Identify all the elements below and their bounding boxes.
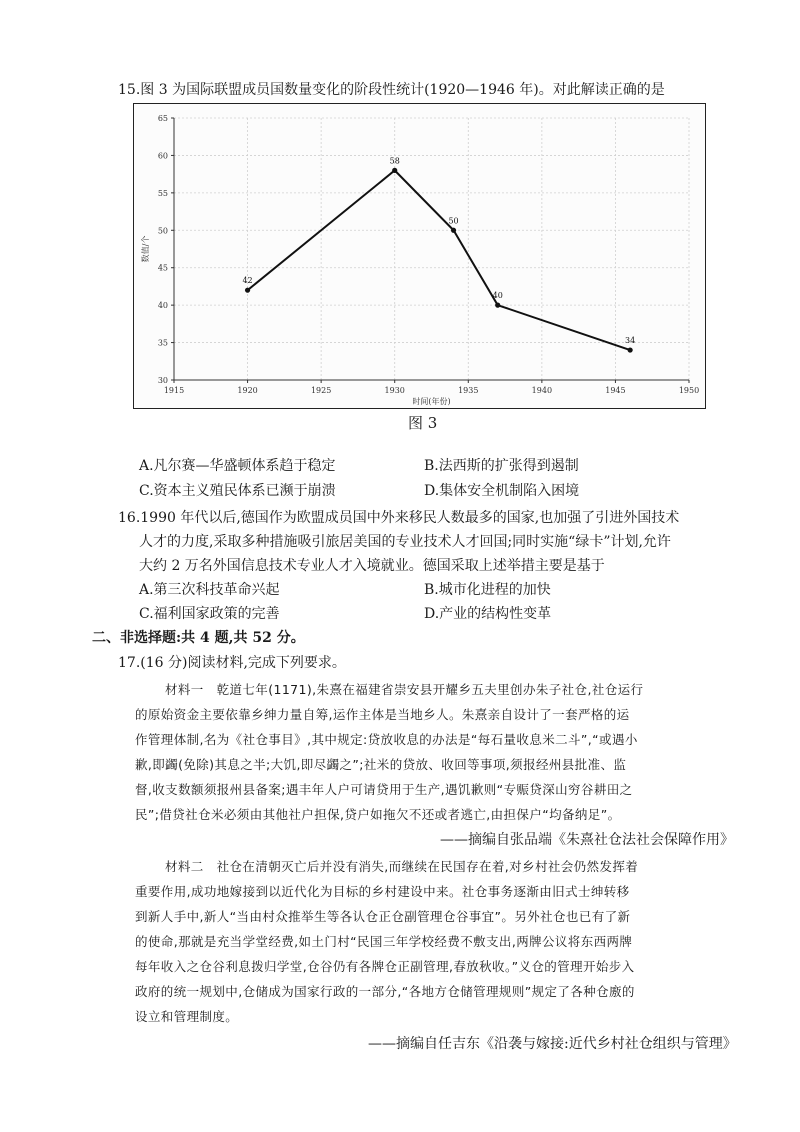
x-axis-label: 时间(年份) — [412, 397, 451, 406]
data-label: 40 — [492, 291, 503, 301]
figure-caption: 图 3 — [408, 414, 438, 432]
x-tick-label: 1930 — [384, 386, 405, 395]
x-tick-label: 1920 — [237, 386, 258, 395]
q15-option-c[interactable]: C.资本主义殖民体系已濒于崩溃 — [139, 483, 336, 499]
q16-option-b[interactable]: B.城市化进程的加快 — [424, 582, 551, 598]
y-tick-label: 40 — [157, 301, 168, 311]
data-point — [495, 303, 500, 308]
x-tick-label: 1950 — [678, 386, 700, 395]
data-label: 58 — [389, 156, 400, 166]
q16-option-a[interactable]: A.第三次科技革命兴起 — [139, 582, 280, 598]
material-1-line-6: 民”;借贷社仓米必须由其他社户担保,贷户如拖欠不还或者逃亡,由担保户“均备纳足”。 — [135, 807, 621, 822]
series-line — [248, 170, 631, 350]
question-17-stem: 17.(16 分)阅读材料,完成下列要求。 — [118, 655, 346, 671]
y-axis-label: 数值/个 — [141, 235, 150, 263]
line-chart — [134, 104, 704, 407]
q15-option-d[interactable]: D.集体安全机制陷入困境 — [424, 483, 580, 499]
q16-option-d[interactable]: D.产业的结构性变革 — [424, 606, 552, 622]
material-1-source: ——摘编自张品端《朱熹社仓法社会保障作用》 — [440, 832, 734, 848]
question-16-stem-line-1: 16.1990 年代以后,德国作为欧盟成员国中外来移民人数最多的国家,也加强了引进外国技术 — [118, 510, 680, 526]
section-2-heading: 二、非选择题:共 4 题,共 52 分。 — [92, 630, 305, 646]
y-tick-label: 45 — [157, 263, 168, 273]
material-1-line-2: 的原始资金主要依靠乡绅力量自筹,运作主体是当地乡人。朱熹亲自设计了一套严格的运 — [135, 707, 630, 722]
material-2-line-3: 到新人手中,新人“当由村众推举生等各认仓正仓副管理仓谷事宜”。另外社仓也已有了新 — [135, 909, 631, 924]
x-tick-label: 1925 — [310, 386, 332, 395]
material-2-line-2: 重要作用,成功地嫁接到以近代化为目标的乡村建设中来。社仓事务逐渐由旧式士绅转移 — [135, 884, 630, 899]
q15-option-a[interactable]: A.凡尔赛—华盛顿体系趋于稳定 — [139, 458, 336, 474]
material-2-line-6: 政府的统一规划中,仓储成为国家行政的一部分,“各地方仓储管理规则”规定了各种仓廒的 — [135, 984, 635, 999]
x-tick-label: 1940 — [531, 386, 553, 395]
data-point — [245, 288, 250, 293]
x-tick-label: 1915 — [163, 386, 185, 395]
data-label: 42 — [242, 276, 253, 286]
material-2-source: ——摘编自任吉东《沿袭与嫁接:近代乡村社仓组织与管理》 — [368, 1036, 737, 1052]
y-tick-label: 50 — [157, 226, 168, 236]
y-tick-label: 60 — [157, 151, 168, 161]
data-point — [628, 347, 633, 352]
figure-3-chart — [133, 103, 706, 409]
q16-option-c[interactable]: C.福利国家政策的完善 — [139, 606, 280, 622]
material-1-line-1: 材料一 乾道七年(1171),朱熹在福建省崇安县开耀乡五夫里创办朱子社仓,社仓运行 — [165, 682, 644, 697]
y-tick-label: 55 — [157, 188, 168, 198]
material-1-line-4: 歉,即蠲(免除)其息之半;大饥,即尽蠲之”;社米的贷放、收回等事项,须报经州县批准、监 — [135, 757, 627, 772]
material-2-line-7: 设立和管理制度。 — [135, 1009, 239, 1024]
material-2-line-5: 每年收入之仓谷利息拨归学堂,仓谷仍有各牌仓正副管理,春放秋收。”义仓的管理开始步入 — [135, 959, 635, 974]
question-16-stem-line-3: 大约 2 万名外国信息技术专业人才入境就业。德国采取上述举措主要是基于 — [139, 558, 605, 574]
material-2-line-1: 材料二 社仓在清朝灭亡后并没有消失,而继续在民国存在着,对乡村社会仍然发挥着 — [165, 859, 639, 874]
data-label: 50 — [448, 216, 459, 226]
x-tick-label: 1935 — [458, 386, 479, 395]
y-tick-label: 35 — [157, 338, 168, 348]
question-15-stem: 15.图 3 为国际联盟成员国数量变化的阶段性统计(1920—1946 年)。对此解读正确的是 — [118, 82, 665, 98]
data-label: 34 — [625, 336, 636, 346]
y-tick-label: 30 — [157, 376, 168, 385]
y-tick-label: 65 — [157, 114, 168, 123]
material-2-line-4: 的使命,那就是充当学堂经费,如土门村“民国三年学校经费不敷支出,两牌公议将东西两牌 — [135, 934, 633, 949]
material-1-line-3: 作管理体制,名为《社仓事目》,其中规定:贷放收息的办法是“每石量收息米二斗”,“或遇小 — [135, 732, 638, 747]
data-point — [451, 228, 456, 233]
material-1-line-5: 督,收支数额须报州县备案;遇丰年人户可请贷用于生产,遇饥歉则“专赈贷深山穷谷耕田之 — [135, 782, 633, 797]
question-16-stem-line-2: 人才的力度,采取多种措施吸引旅居美国的专业技术人才回国;同时实施“绿卡”计划,允许 — [139, 534, 671, 550]
data-point — [392, 168, 397, 173]
x-tick-label: 1945 — [605, 386, 626, 395]
q15-option-b[interactable]: B.法西斯的扩张得到遏制 — [424, 458, 579, 474]
